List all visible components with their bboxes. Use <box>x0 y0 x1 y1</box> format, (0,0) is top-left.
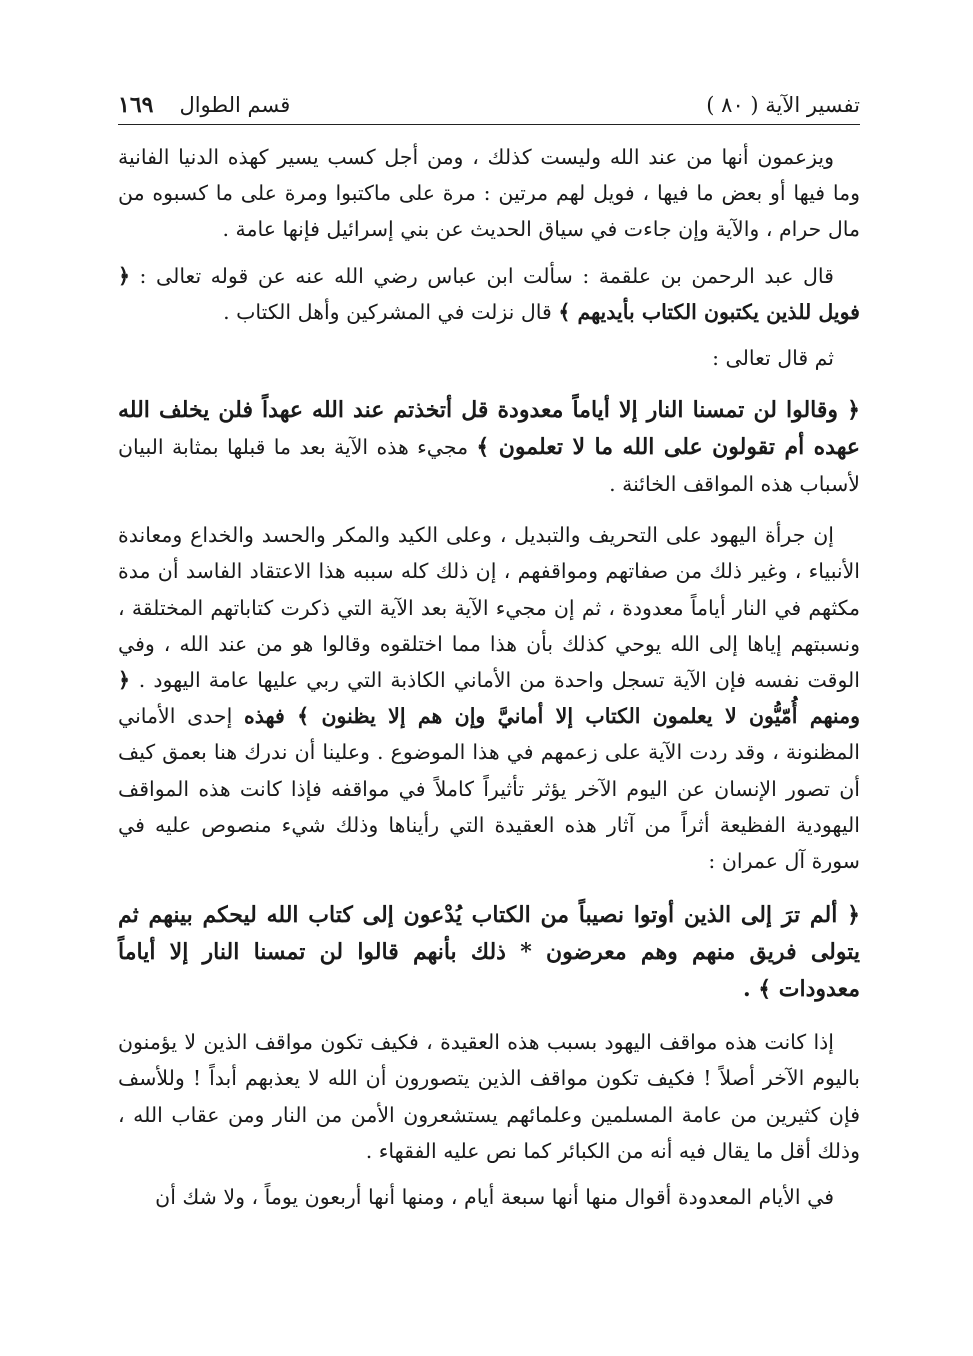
verse-1-commentary: مجيء هذه الآية بعد ما قبلها بمثابة البيان لأسباب هذه المواقف الخائنة . <box>118 435 860 497</box>
verse-block-2: ﴿ ألم ترَ إلى الذين أوتوا نصيباً من الكتاب يُدْعون إلى كتاب الله ليحكم بينهم ثم يتولى فريق منهم وهم معرضون * ذلك بأنهم قالوا لن تمسنا النار إلا أياماً معدودات ﴾ . <box>118 902 860 1003</box>
paragraph-2-rest: قال نزلت في المشركين وأهل الكتاب . <box>223 299 559 324</box>
paragraph-5: إذا كانت هذه مواقف اليهود بسبب هذه العقيدة ، فكيف تكون مواقف الذين لا يؤمنون باليوم الآخر أصلاً ! فكيف تكون مواقف الذين يتصورون أن الله لا يعذبهم أبداً ! وللأسف فإن كثيرين من عامة المسلمين وعلمائهم يستشعرون الأمن من النار ومن عقاب الله ، وذلك أقل ما يقال فيه أنه من الكبائر كما نص عليه الفقهاء . <box>118 1030 860 1163</box>
header-section: قسم الطوال <box>179 93 291 117</box>
header-title: تفسير الآية ( ٨٠ ) <box>706 93 860 117</box>
page-number: ١٦٩ <box>118 92 154 118</box>
paragraph-2-verse: ﴿ فويل للذين يكتبون الكتاب بأيديهم ﴾ <box>118 263 860 324</box>
paragraph-2 <box>118 258 860 330</box>
header-left-group <box>118 92 290 118</box>
paragraph-4-a: إن جرأة اليهود على التحريف والتبديل ، وعلى الكيد والمكر والحسد والخداع ومعاندة الأنبياء ، وغير ذلك من صفاتهم ومواقفهم ، إن ذلك كله سببه هذا الاعتقاد الفاسد أن مدة مكثهم في النار أياماً معدودة ، ثم إن مجيء الآية بعد الآية التي ذكرت كتاباتهم المختلقة ، ونسبتهم إياها إلى الله يوحي كذلك بأن هذا مما اختلقوه وقالوا هو من عند الله ، وفي الوقت نفسه فإن الآية تسجل واحدة من الأماني الكاذبة التي ربي عليها عامة اليهود . <box>118 523 860 693</box>
verse-1: ﴿ وقالوا لن تمسنا النار إلا أياماً معدودة قل أتخذتم عند الله عهداً فلن يخلف الله عهده أم تقولون على الله ما لا تعلمون ﴾ <box>118 397 860 461</box>
paragraph-6: في الأيام المعدودة أقوال منها أنها سبعة أيام ، ومنها أنها أربعون يوماً ، ولا شك أن <box>155 1185 834 1210</box>
paragraph-4-b: إحدى الأماني المظنونة ، وقد ردت الآية على زعمهم في هذا الموضوع . وعلينا أن ندرك هنا بعمق كيف أن تصور الإنسان عن اليوم الآخر يؤثر تأثيراً كاملاً في مواقفه فإذا كانت هذه المواقف اليهودية الفظيعة أثراً من آثار هذه العقيدة التي رأيناها وذلك شيء منصوص عليه في سورة آل عمران : <box>118 704 860 874</box>
verse-block-1 <box>118 392 860 503</box>
paragraph-4 <box>118 517 860 879</box>
book-page <box>118 92 860 1215</box>
running-header <box>118 92 860 125</box>
paragraph-4-verse: ﴿ ومنهم أُمّيُّون لا يعلمون الكتاب إلا أمانيَّ وإن هم إلا يظنون ﴾ فهذه <box>118 668 860 729</box>
paragraph-1: ويزعمون أنها من عند الله وليست كذلك ، ومن أجل كسب يسير كهذه الدنيا الفانية وما فيها أو بعض ما فيها ، فويل لهم مرتين : مرة على ماكتبوا ومرة على ما كسبوه من مال حرام ، والآية وإن جاءت في سياق الحديث عن بني إسرائيل فإنها عامة . <box>118 145 860 242</box>
paragraph-2-intro: قال عبد الرحمن بن علقمة : سألت ابن عباس رضي الله عنه عن قوله تعالى : <box>139 263 834 288</box>
paragraph-3: ثم قال تعالى : <box>712 346 834 371</box>
